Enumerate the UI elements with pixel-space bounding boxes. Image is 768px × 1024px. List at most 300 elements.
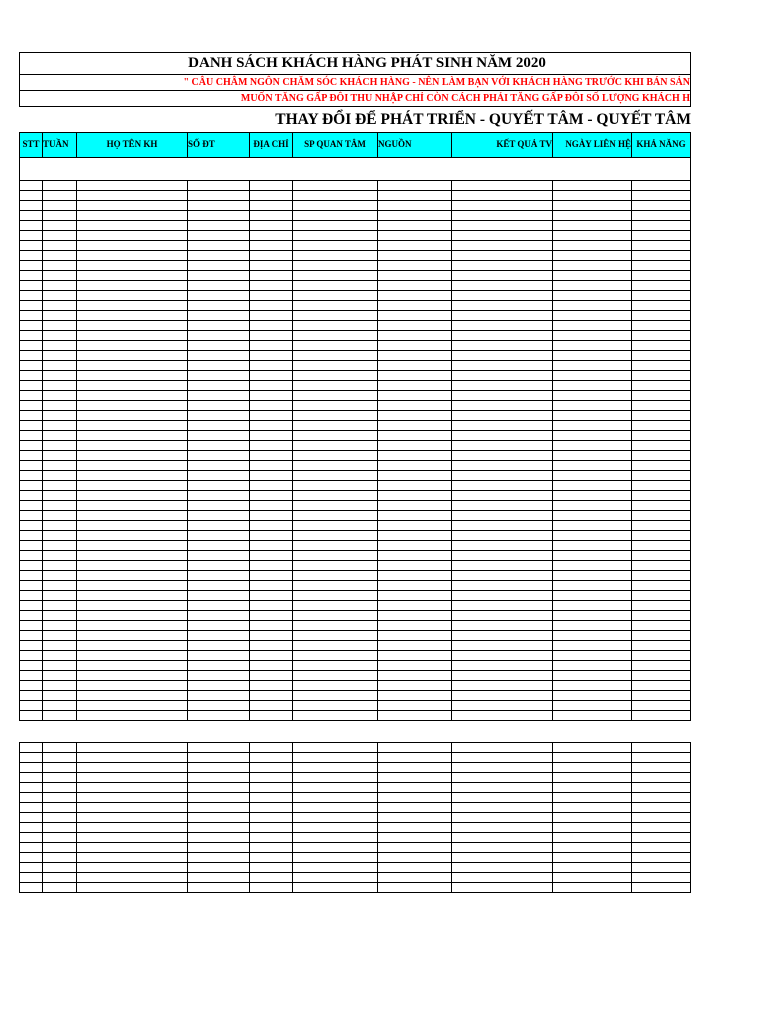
table-cell[interactable]	[250, 261, 293, 270]
table-cell[interactable]	[77, 231, 188, 240]
table-cell[interactable]	[250, 311, 293, 320]
table-cell[interactable]	[293, 631, 378, 640]
table-cell[interactable]	[20, 601, 43, 610]
table-cell[interactable]	[632, 251, 690, 260]
table-cell[interactable]	[188, 803, 250, 812]
table-cell[interactable]	[632, 803, 690, 812]
table-cell[interactable]	[632, 291, 690, 300]
table-cell[interactable]	[378, 753, 452, 762]
table-cell[interactable]	[20, 753, 43, 762]
table-cell[interactable]	[250, 501, 293, 510]
table-cell[interactable]	[188, 601, 250, 610]
table-cell[interactable]	[632, 271, 690, 280]
table-cell[interactable]	[553, 691, 632, 700]
table-cell[interactable]	[77, 411, 188, 420]
table-cell[interactable]	[188, 691, 250, 700]
table-cell[interactable]	[20, 191, 43, 200]
table-cell[interactable]	[77, 671, 188, 680]
table-cell[interactable]	[452, 421, 553, 430]
table-cell[interactable]	[632, 591, 690, 600]
table-cell[interactable]	[293, 181, 378, 190]
table-cell[interactable]	[452, 351, 553, 360]
table-cell[interactable]	[632, 191, 690, 200]
table-cell[interactable]	[250, 291, 293, 300]
table-cell[interactable]	[378, 591, 452, 600]
table-cell[interactable]	[632, 773, 690, 782]
table-cell[interactable]	[20, 783, 43, 792]
table-cell[interactable]	[293, 301, 378, 310]
table-cell[interactable]	[250, 321, 293, 330]
table-cell[interactable]	[293, 651, 378, 660]
table-cell[interactable]	[250, 241, 293, 250]
table-cell[interactable]	[77, 201, 188, 210]
table-cell[interactable]	[20, 241, 43, 250]
table-cell[interactable]	[293, 461, 378, 470]
table-cell[interactable]	[43, 681, 77, 690]
table-cell[interactable]	[632, 311, 690, 320]
table-cell[interactable]	[77, 701, 188, 710]
table-cell[interactable]	[452, 401, 553, 410]
table-cell[interactable]	[188, 511, 250, 520]
table-cell[interactable]	[43, 181, 77, 190]
table-cell[interactable]	[378, 401, 452, 410]
table-cell[interactable]	[452, 511, 553, 520]
table-cell[interactable]	[632, 181, 690, 190]
table-cell[interactable]	[20, 621, 43, 630]
table-cell[interactable]	[20, 431, 43, 440]
table-cell[interactable]	[20, 691, 43, 700]
table-cell[interactable]	[43, 511, 77, 520]
table-cell[interactable]	[20, 873, 43, 882]
table-cell[interactable]	[77, 511, 188, 520]
table-cell[interactable]	[452, 431, 553, 440]
table-cell[interactable]	[378, 631, 452, 640]
table-cell[interactable]	[77, 361, 188, 370]
table-cell[interactable]	[553, 511, 632, 520]
table-cell[interactable]	[20, 863, 43, 872]
table-cell[interactable]	[43, 843, 77, 852]
table-cell[interactable]	[20, 611, 43, 620]
table-cell[interactable]	[43, 691, 77, 700]
table-cell[interactable]	[77, 461, 188, 470]
table-cell[interactable]	[43, 541, 77, 550]
table-cell[interactable]	[293, 291, 378, 300]
table-cell[interactable]	[293, 491, 378, 500]
table-cell[interactable]	[632, 321, 690, 330]
table-cell[interactable]	[553, 481, 632, 490]
table-cell[interactable]	[20, 743, 43, 752]
table-cell[interactable]	[378, 281, 452, 290]
table-cell[interactable]	[553, 331, 632, 340]
table-cell[interactable]	[20, 581, 43, 590]
table-cell[interactable]	[632, 301, 690, 310]
table-cell[interactable]	[553, 863, 632, 872]
table-cell[interactable]	[632, 391, 690, 400]
table-cell[interactable]	[77, 753, 188, 762]
table-cell[interactable]	[250, 621, 293, 630]
table-cell[interactable]	[452, 793, 553, 802]
table-cell[interactable]	[293, 351, 378, 360]
table-cell[interactable]	[43, 591, 77, 600]
table-cell[interactable]	[632, 793, 690, 802]
table-cell[interactable]	[378, 763, 452, 772]
table-cell[interactable]	[43, 391, 77, 400]
table-cell[interactable]	[452, 773, 553, 782]
table-cell[interactable]	[378, 681, 452, 690]
table-cell[interactable]	[293, 863, 378, 872]
table-cell[interactable]	[77, 261, 188, 270]
table-cell[interactable]	[20, 651, 43, 660]
table-cell[interactable]	[43, 451, 77, 460]
table-cell[interactable]	[77, 551, 188, 560]
table-cell[interactable]	[632, 743, 690, 752]
table-cell[interactable]	[43, 331, 77, 340]
table-cell[interactable]	[20, 561, 43, 570]
table-cell[interactable]	[77, 803, 188, 812]
table-cell[interactable]	[20, 853, 43, 862]
table-cell[interactable]	[188, 391, 250, 400]
table-cell[interactable]	[77, 281, 188, 290]
table-cell[interactable]	[77, 743, 188, 752]
table-cell[interactable]	[188, 451, 250, 460]
table-cell[interactable]	[188, 531, 250, 540]
table-cell[interactable]	[250, 691, 293, 700]
table-cell[interactable]	[553, 351, 632, 360]
table-cell[interactable]	[43, 621, 77, 630]
table-cell[interactable]	[293, 261, 378, 270]
table-cell[interactable]	[188, 271, 250, 280]
table-cell[interactable]	[553, 291, 632, 300]
table-cell[interactable]	[20, 701, 43, 710]
table-cell[interactable]	[632, 361, 690, 370]
table-cell[interactable]	[553, 561, 632, 570]
table-cell[interactable]	[20, 341, 43, 350]
table-cell[interactable]	[293, 883, 378, 892]
table-cell[interactable]	[378, 241, 452, 250]
table-cell[interactable]	[43, 211, 77, 220]
table-cell[interactable]	[77, 691, 188, 700]
table-cell[interactable]	[293, 843, 378, 852]
table-cell[interactable]	[553, 381, 632, 390]
table-cell[interactable]	[43, 501, 77, 510]
table-cell[interactable]	[632, 661, 690, 670]
table-cell[interactable]	[188, 311, 250, 320]
table-cell[interactable]	[452, 291, 553, 300]
table-cell[interactable]	[378, 431, 452, 440]
table-cell[interactable]	[20, 231, 43, 240]
table-cell[interactable]	[452, 873, 553, 882]
table-cell[interactable]	[250, 271, 293, 280]
table-cell[interactable]	[452, 701, 553, 710]
table-cell[interactable]	[452, 783, 553, 792]
table-cell[interactable]	[452, 321, 553, 330]
table-cell[interactable]	[553, 271, 632, 280]
table-cell[interactable]	[378, 813, 452, 822]
table-cell[interactable]	[188, 651, 250, 660]
table-cell[interactable]	[77, 271, 188, 280]
table-cell[interactable]	[188, 671, 250, 680]
table-cell[interactable]	[77, 843, 188, 852]
table-cell[interactable]	[250, 773, 293, 782]
table-cell[interactable]	[553, 671, 632, 680]
table-cell[interactable]	[553, 231, 632, 240]
table-cell[interactable]	[553, 461, 632, 470]
table-cell[interactable]	[188, 221, 250, 230]
table-cell[interactable]	[553, 803, 632, 812]
table-cell[interactable]	[553, 843, 632, 852]
table-cell[interactable]	[250, 651, 293, 660]
table-cell[interactable]	[293, 441, 378, 450]
table-cell[interactable]	[553, 591, 632, 600]
table-cell[interactable]	[43, 581, 77, 590]
table-cell[interactable]	[43, 833, 77, 842]
table-cell[interactable]	[293, 641, 378, 650]
table-cell[interactable]	[250, 711, 293, 720]
table-cell[interactable]	[188, 491, 250, 500]
table-cell[interactable]	[553, 813, 632, 822]
table-cell[interactable]	[293, 281, 378, 290]
table-cell[interactable]	[293, 701, 378, 710]
table-cell[interactable]	[43, 571, 77, 580]
table-cell[interactable]	[188, 181, 250, 190]
table-cell[interactable]	[293, 853, 378, 862]
table-cell[interactable]	[378, 311, 452, 320]
table-cell[interactable]	[250, 181, 293, 190]
table-cell[interactable]	[378, 793, 452, 802]
table-cell[interactable]	[20, 511, 43, 520]
table-cell[interactable]	[632, 701, 690, 710]
table-cell[interactable]	[632, 211, 690, 220]
table-cell[interactable]	[632, 231, 690, 240]
table-cell[interactable]	[20, 531, 43, 540]
table-cell[interactable]	[20, 291, 43, 300]
table-cell[interactable]	[293, 511, 378, 520]
table-cell[interactable]	[43, 773, 77, 782]
table-cell[interactable]	[77, 481, 188, 490]
table-cell[interactable]	[43, 671, 77, 680]
table-cell[interactable]	[188, 763, 250, 772]
table-cell[interactable]	[293, 873, 378, 882]
table-cell[interactable]	[378, 261, 452, 270]
table-cell[interactable]	[452, 743, 553, 752]
table-cell[interactable]	[293, 671, 378, 680]
table-cell[interactable]	[293, 191, 378, 200]
table-cell[interactable]	[20, 251, 43, 260]
table-cell[interactable]	[632, 421, 690, 430]
table-cell[interactable]	[43, 883, 77, 892]
table-cell[interactable]	[20, 833, 43, 842]
table-cell[interactable]	[452, 281, 553, 290]
table-cell[interactable]	[43, 281, 77, 290]
table-cell[interactable]	[553, 681, 632, 690]
table-cell[interactable]	[43, 221, 77, 230]
table-cell[interactable]	[632, 883, 690, 892]
table-cell[interactable]	[188, 421, 250, 430]
table-cell[interactable]	[632, 201, 690, 210]
table-cell[interactable]	[632, 581, 690, 590]
table-cell[interactable]	[553, 491, 632, 500]
table-cell[interactable]	[188, 291, 250, 300]
table-cell[interactable]	[188, 251, 250, 260]
table-cell[interactable]	[20, 631, 43, 640]
table-cell[interactable]	[43, 823, 77, 832]
table-cell[interactable]	[632, 621, 690, 630]
table-cell[interactable]	[293, 201, 378, 210]
table-cell[interactable]	[378, 291, 452, 300]
table-cell[interactable]	[378, 561, 452, 570]
table-cell[interactable]	[43, 291, 77, 300]
table-cell[interactable]	[452, 301, 553, 310]
table-cell[interactable]	[378, 231, 452, 240]
table-cell[interactable]	[77, 471, 188, 480]
table-cell[interactable]	[77, 181, 188, 190]
table-cell[interactable]	[43, 381, 77, 390]
table-cell[interactable]	[77, 421, 188, 430]
table-cell[interactable]	[43, 271, 77, 280]
table-cell[interactable]	[43, 813, 77, 822]
table-cell[interactable]	[188, 873, 250, 882]
table-cell[interactable]	[553, 743, 632, 752]
table-cell[interactable]	[452, 883, 553, 892]
table-cell[interactable]	[452, 601, 553, 610]
table-cell[interactable]	[632, 651, 690, 660]
table-cell[interactable]	[378, 441, 452, 450]
table-cell[interactable]	[632, 461, 690, 470]
table-cell[interactable]	[43, 261, 77, 270]
table-cell[interactable]	[553, 611, 632, 620]
table-cell[interactable]	[43, 743, 77, 752]
table-cell[interactable]	[43, 201, 77, 210]
table-cell[interactable]	[378, 773, 452, 782]
table-cell[interactable]	[43, 711, 77, 720]
table-cell[interactable]	[43, 371, 77, 380]
table-cell[interactable]	[378, 691, 452, 700]
table-cell[interactable]	[378, 381, 452, 390]
table-cell[interactable]	[77, 191, 188, 200]
table-cell[interactable]	[188, 241, 250, 250]
table-cell[interactable]	[188, 833, 250, 842]
table-cell[interactable]	[43, 611, 77, 620]
table-cell[interactable]	[632, 631, 690, 640]
table-cell[interactable]	[77, 561, 188, 570]
table-cell[interactable]	[20, 763, 43, 772]
table-cell[interactable]	[378, 351, 452, 360]
table-cell[interactable]	[20, 421, 43, 430]
table-cell[interactable]	[293, 421, 378, 430]
table-cell[interactable]	[632, 541, 690, 550]
table-cell[interactable]	[43, 803, 77, 812]
table-cell[interactable]	[250, 381, 293, 390]
table-cell[interactable]	[250, 873, 293, 882]
table-cell[interactable]	[632, 441, 690, 450]
table-cell[interactable]	[77, 521, 188, 530]
table-cell[interactable]	[77, 491, 188, 500]
table-cell[interactable]	[553, 341, 632, 350]
table-cell[interactable]	[378, 211, 452, 220]
table-cell[interactable]	[293, 833, 378, 842]
table-cell[interactable]	[452, 441, 553, 450]
table-cell[interactable]	[632, 331, 690, 340]
table-cell[interactable]	[20, 411, 43, 420]
table-cell[interactable]	[250, 661, 293, 670]
table-cell[interactable]	[188, 631, 250, 640]
table-cell[interactable]	[188, 571, 250, 580]
table-cell[interactable]	[452, 241, 553, 250]
table-cell[interactable]	[378, 551, 452, 560]
table-cell[interactable]	[77, 863, 188, 872]
table-cell[interactable]	[43, 531, 77, 540]
table-cell[interactable]	[20, 803, 43, 812]
table-cell[interactable]	[20, 371, 43, 380]
table-cell[interactable]	[20, 321, 43, 330]
table-cell[interactable]	[188, 621, 250, 630]
table-cell[interactable]	[452, 221, 553, 230]
table-cell[interactable]	[553, 521, 632, 530]
table-cell[interactable]	[188, 883, 250, 892]
table-cell[interactable]	[553, 571, 632, 580]
table-cell[interactable]	[378, 361, 452, 370]
table-cell[interactable]	[632, 873, 690, 882]
table-cell[interactable]	[43, 753, 77, 762]
table-cell[interactable]	[553, 471, 632, 480]
table-cell[interactable]	[452, 591, 553, 600]
table-cell[interactable]	[77, 391, 188, 400]
table-cell[interactable]	[293, 401, 378, 410]
table-cell[interactable]	[250, 551, 293, 560]
table-cell[interactable]	[378, 651, 452, 660]
table-cell[interactable]	[250, 611, 293, 620]
table-cell[interactable]	[452, 191, 553, 200]
table-cell[interactable]	[188, 783, 250, 792]
table-cell[interactable]	[77, 661, 188, 670]
table-cell[interactable]	[77, 381, 188, 390]
table-cell[interactable]	[188, 823, 250, 832]
table-cell[interactable]	[293, 271, 378, 280]
table-cell[interactable]	[250, 853, 293, 862]
table-cell[interactable]	[77, 641, 188, 650]
table-cell[interactable]	[452, 451, 553, 460]
table-cell[interactable]	[452, 641, 553, 650]
table-cell[interactable]	[553, 763, 632, 772]
table-cell[interactable]	[452, 261, 553, 270]
table-cell[interactable]	[293, 311, 378, 320]
table-cell[interactable]	[378, 611, 452, 620]
table-cell[interactable]	[553, 631, 632, 640]
table-cell[interactable]	[452, 201, 553, 210]
table-cell[interactable]	[77, 211, 188, 220]
table-cell[interactable]	[188, 321, 250, 330]
table-cell[interactable]	[452, 551, 553, 560]
table-cell[interactable]	[77, 331, 188, 340]
table-cell[interactable]	[250, 451, 293, 460]
table-cell[interactable]	[188, 701, 250, 710]
table-cell[interactable]	[250, 481, 293, 490]
table-cell[interactable]	[20, 491, 43, 500]
table-cell[interactable]	[77, 833, 188, 842]
table-cell[interactable]	[293, 431, 378, 440]
table-cell[interactable]	[378, 501, 452, 510]
table-cell[interactable]	[378, 181, 452, 190]
table-cell[interactable]	[188, 211, 250, 220]
table-cell[interactable]	[293, 561, 378, 570]
table-cell[interactable]	[250, 541, 293, 550]
table-cell[interactable]	[20, 391, 43, 400]
table-cell[interactable]	[452, 211, 553, 220]
table-cell[interactable]	[632, 561, 690, 570]
table-cell[interactable]	[20, 261, 43, 270]
table-cell[interactable]	[77, 321, 188, 330]
table-cell[interactable]	[77, 763, 188, 772]
